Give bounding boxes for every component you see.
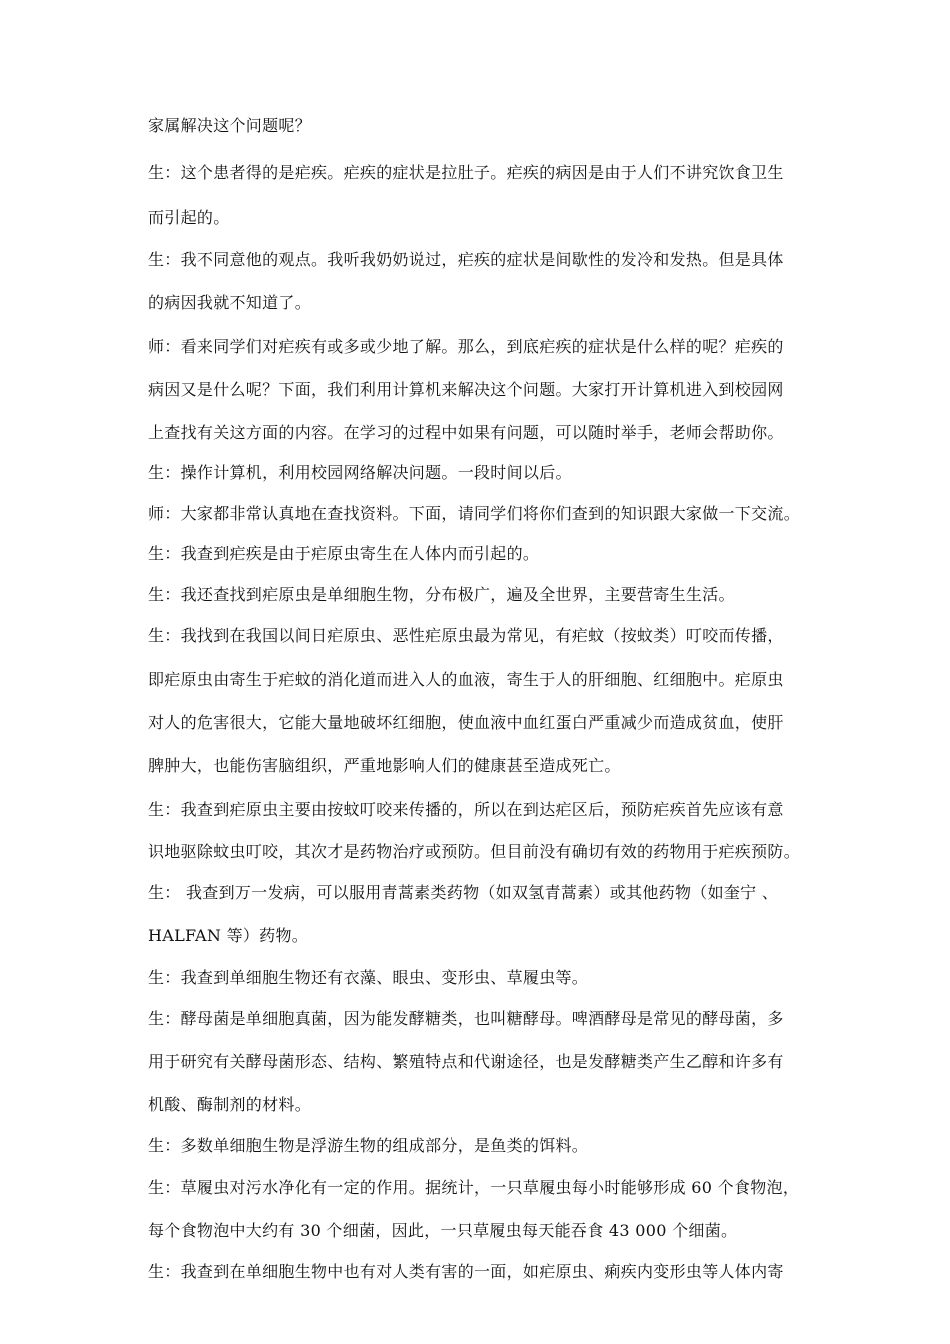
- text-line: 生：操作计算机，利用校园网络解决问题。一段时间以后。: [148, 463, 572, 482]
- text-line: 生：酵母菌是单细胞真菌，因为能发酵糖类，也叫糖酵母。啤酒酵母是常见的酵母菌，多: [148, 1009, 784, 1028]
- text-line: 用于研究有关酵母菌形态、结构、繁殖特点和代谢途径，也是发酵糖类产生乙醇和许多有: [148, 1052, 784, 1071]
- text-line: 生：我不同意他的观点。我听我奶奶说过，疟疾的症状是间歇性的发冷和发热。但是具体: [148, 250, 784, 269]
- text-line: 的病因我就不知道了。: [148, 293, 312, 312]
- text-line: 生：我查到疟原虫主要由按蚊叮咬来传播的，所以在到达疟区后，预防疟疾首先应该有意: [148, 800, 784, 819]
- text-line: 识地驱除蚊虫叮咬，其次才是药物治疗或预防。但目前没有确切有效的药物用于疟疾预防。: [148, 842, 801, 861]
- text-line: 每个食物泡中大约有 30 个细菌，因此，一只草履虫每天能吞食 43 000 个细菌。: [148, 1221, 738, 1240]
- text-line: 生：我查到单细胞生物还有衣藻、眼虫、变形虫、草履虫等。: [148, 968, 589, 987]
- text-line: 师：看来同学们对疟疾有或多或少地了解。那么，到底疟疾的症状是什么样的呢？疟疾的: [148, 337, 784, 356]
- text-line: 生：我查到在单细胞生物中也有对人类有害的一面，如疟原虫、痢疾内变形虫等人体内寄: [148, 1262, 784, 1281]
- text-line: 病因又是什么呢？下面，我们利用计算机来解决这个问题。大家打开计算机进入到校园网: [148, 380, 784, 399]
- text-line: 机酸、酶制剂的材料。: [148, 1095, 312, 1114]
- text-line: 家属解决这个问题呢？: [148, 116, 312, 135]
- text-line: 生：草履虫对污水净化有一定的作用。据统计，一只草履虫每小时能够形成 60 个食物泡，: [148, 1178, 800, 1197]
- text-line: 生：多数单细胞生物是浮游生物的组成部分，是鱼类的饵料。: [148, 1136, 589, 1155]
- text-line: 脾肿大，也能伤害脑组织，严重地影响人们的健康甚至造成死亡。: [148, 756, 621, 775]
- text-line: HALFAN 等）药物。: [148, 926, 309, 945]
- text-line: 生：这个患者得的是疟疾。疟疾的症状是拉肚子。疟疾的病因是由于人们不讲究饮食卫生: [148, 163, 784, 182]
- text-line: 对人的危害很大，它能大量地破坏红细胞，使血液中血红蛋白严重减少而造成贫血，使肝: [148, 713, 784, 732]
- text-line: 生：我查到疟疾是由于疟原虫寄生在人体内而引起的。: [148, 544, 540, 563]
- text-line: 即疟原虫由寄生于疟蚊的消化道而进入人的血液，寄生于人的肝细胞、红细胞中。疟原虫: [148, 670, 784, 689]
- text-line: 师：大家都非常认真地在查找资料。下面，请同学们将你们查到的知识跟大家做一下交流。: [148, 504, 801, 523]
- text-line: 生： 我查到万一发病，可以服用青蒿素类药物（如双氢青蒿素）或其他药物（如奎宁 、: [148, 883, 779, 902]
- text-line: 生：我找到在我国以间日疟原虫、恶性疟原虫最为常见，有疟蚊（按蚊类）叮咬而传播，: [148, 626, 784, 645]
- text-line: 上查找有关这方面的内容。在学习的过程中如果有问题，可以随时举手，老师会帮助你。: [148, 423, 784, 442]
- text-line: 生：我还查找到疟原虫是单细胞生物，分布极广，遍及全世界，主要营寄生生活。: [148, 585, 735, 604]
- text-line: 而引起的。: [148, 208, 230, 227]
